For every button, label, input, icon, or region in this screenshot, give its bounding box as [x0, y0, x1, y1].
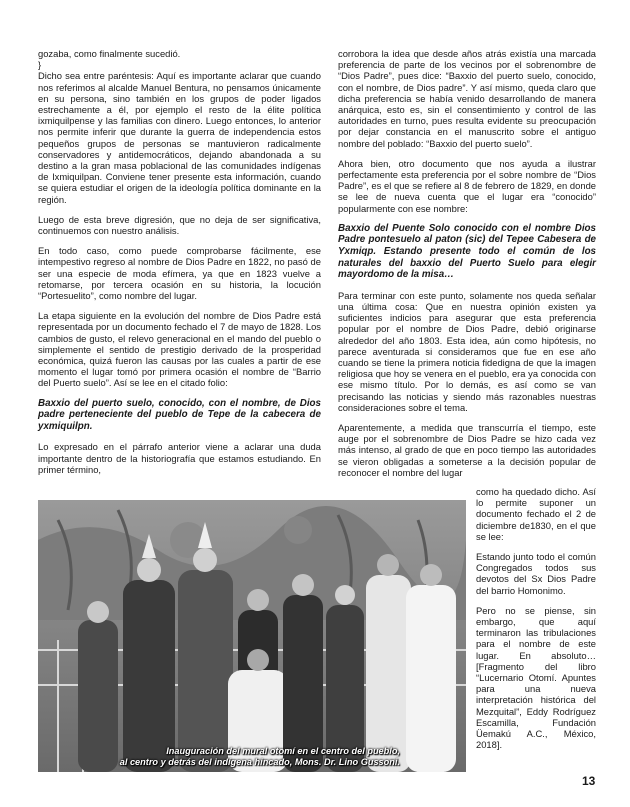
- caption-line: al centro y detrás del indígena hincado, Mons. Dr. Lino Gussoni.: [119, 757, 400, 767]
- paragraph: Lo expresado en el párrafo anterior viene a aclarar una duda importante dentro de la historiografía que estamos estudiando. En primer término,: [38, 441, 321, 475]
- right-column: [338, 48, 596, 487]
- caption-line: Inauguración del mural otomí en el centro del pueblo,: [166, 746, 400, 756]
- paragraph: gozaba, como finalmente sucedió.: [38, 48, 181, 59]
- paragraph: corrobora la idea que desde años atrás existía una marcada preferencia de parte de los vecinos por el sobrenombre de “Dios Padre”, pues dice: “Baxxio del puerto suelo, conocido, con el nombre, de Dios padre”. Y así mismo, queda claro que dicha preferencia se había venido desarrollando de manera anárquica, esto es, sin el consentimiento y control de las autoridades en turno, pues resulta evidente su preocupación por dejar constancia en el manuscrito sobre el antiguo nombre del poblado: “Baxxio del puerto suelo”.: [338, 48, 596, 149]
- stray-bracket: }: [38, 59, 42, 71]
- group-photo: [38, 500, 466, 772]
- photo-caption: [100, 746, 400, 768]
- paragraph: Ahora bien, otro documento que nos ayuda a ilustrar perfectamente esta preferencia por el sobre nombre de “Dios Padre”, es el que se refiere al 8 de febrero de 1829, en donde se lee de nueva cuenta que el lugar era “conocido” popularmente con ese nombre:: [338, 157, 596, 214]
- document-quote: Baxxio del puerto suelo, conocido, con el nombre, de Dios padre perteneciente del pueblo de Tepe de la cabecera de yxmiquilpn.: [38, 397, 321, 432]
- paragraph: Dicho sea entre paréntesis: Aquí es importante aclarar que cuando nos referimos al alcalde Manuel Bentura, no pensamos únicamente en su persona, sino también en los grupos de poder ligados estrechamente a él, por ejemplo el resto de la élite política ixmiquilpense y las familias con dinero. Luego entonces, lo anterior nos permite inferir que durante la guerra de independencia estos pequeños grupos de personas se mantuvieron radicalmente conservadores y antidemocráticos, dejando abandonada a su destino a la gran masa poblacional de las comunidades indígenas de Ixmiquilpan. Conviene tener presente esta información, cuando se quiera estudiar el origen de la ideología política dominante en la región.: [38, 70, 321, 205]
- paragraph: Luego de esta breve digresión, que no deja de ser significativa, continuemos con nuestro análisis.: [38, 213, 321, 237]
- photo-illustration: [38, 500, 466, 772]
- paragraph: Para terminar con este punto, solamente nos queda señalar una última cosa: Que en nuestra opinión existen ya suficientes indicios para asegurar que esta preferencia popular por el nombre de Dios Padre, debió originarse alrededor del año 1803. Esta idea, aún como hipótesis, no parece aventurada si consideramos que fue en ese año cuando se tiene la primera noticia fidedigna de que la imagen religiosa que hoy se venera en el pueblo, era ya conocida con ese mismo título. Por lo demás, es así como se van precisando las noticias y siendo más razonables nuestras consideraciones sobre el tema.: [338, 289, 596, 413]
- paragraph: Aparentemente, a medida que transcurría el tiempo, este auge por el sobrenombre de Dios Padre se hizo cada vez más intenso, al grado de que en poco tiempo las autoridades se vieron obligadas a someterse a la decisión popular de reconocer el nombre del lugar: [338, 422, 596, 478]
- paragraph: Estando junto todo el común Congregados todos sus devotos del Sx Dios Padre del barrio Homonimo.: [476, 551, 596, 596]
- left-column: [38, 48, 321, 484]
- page-number: 13: [582, 774, 596, 788]
- paragraph: La etapa siguiente en la evolución del nombre de Dios Padre está representada por un documento fechado el 7 de mayo de 1828. Los cambios de gusto, el relevo generacional en el mando del pueblo o simplemente el sentido de prestigio derivado de la prosperidad económica, quizá fueron las causas por las cuales a partir de ese momento el lugar tomó por primera ocasión el nombre de “Barrio del Puerto suelo”. Así se lee en el citado folio:: [38, 310, 321, 389]
- paragraph: En todo caso, como puede comprobarse fácilmente, ese intempestivo regreso al nombre de Dios Padre en 1822, no pasó de ser una especie de moda efímera, ya que en 1823 vuelve a retomarse, por tercera ocasión en su historia, la locución “Portesuelito”, como nombre del lugar.: [38, 245, 321, 302]
- paragraph: Pero no se piense, sin embargo, que aquí terminaron las tribulaciones para el nombre de este lugar. En absoluto… [Fragmento del libro “Lucernario Otomí. Apuntes para una nueva interpretación histórica del Mezquital”, Eddy Rodríguez Escamilla, Fundación Üemakú A.C., México, 2018].: [476, 604, 596, 751]
- side-column: [476, 486, 596, 759]
- document-quote: Baxxio del Puente Solo conocido con el nombre Dios Padre pontesuelo al paton (sic) del Tepee Cabesera de Yxmiqp. Estando presente todo el común de los naturales del baxxio del Puerto Suelo para elegir mayordomo de la misa…: [338, 222, 596, 281]
- paragraph: como ha quedado dicho. Así lo permite suponer un documento fechado el 2 de diciembre de1830, en el que se lee:: [476, 486, 596, 542]
